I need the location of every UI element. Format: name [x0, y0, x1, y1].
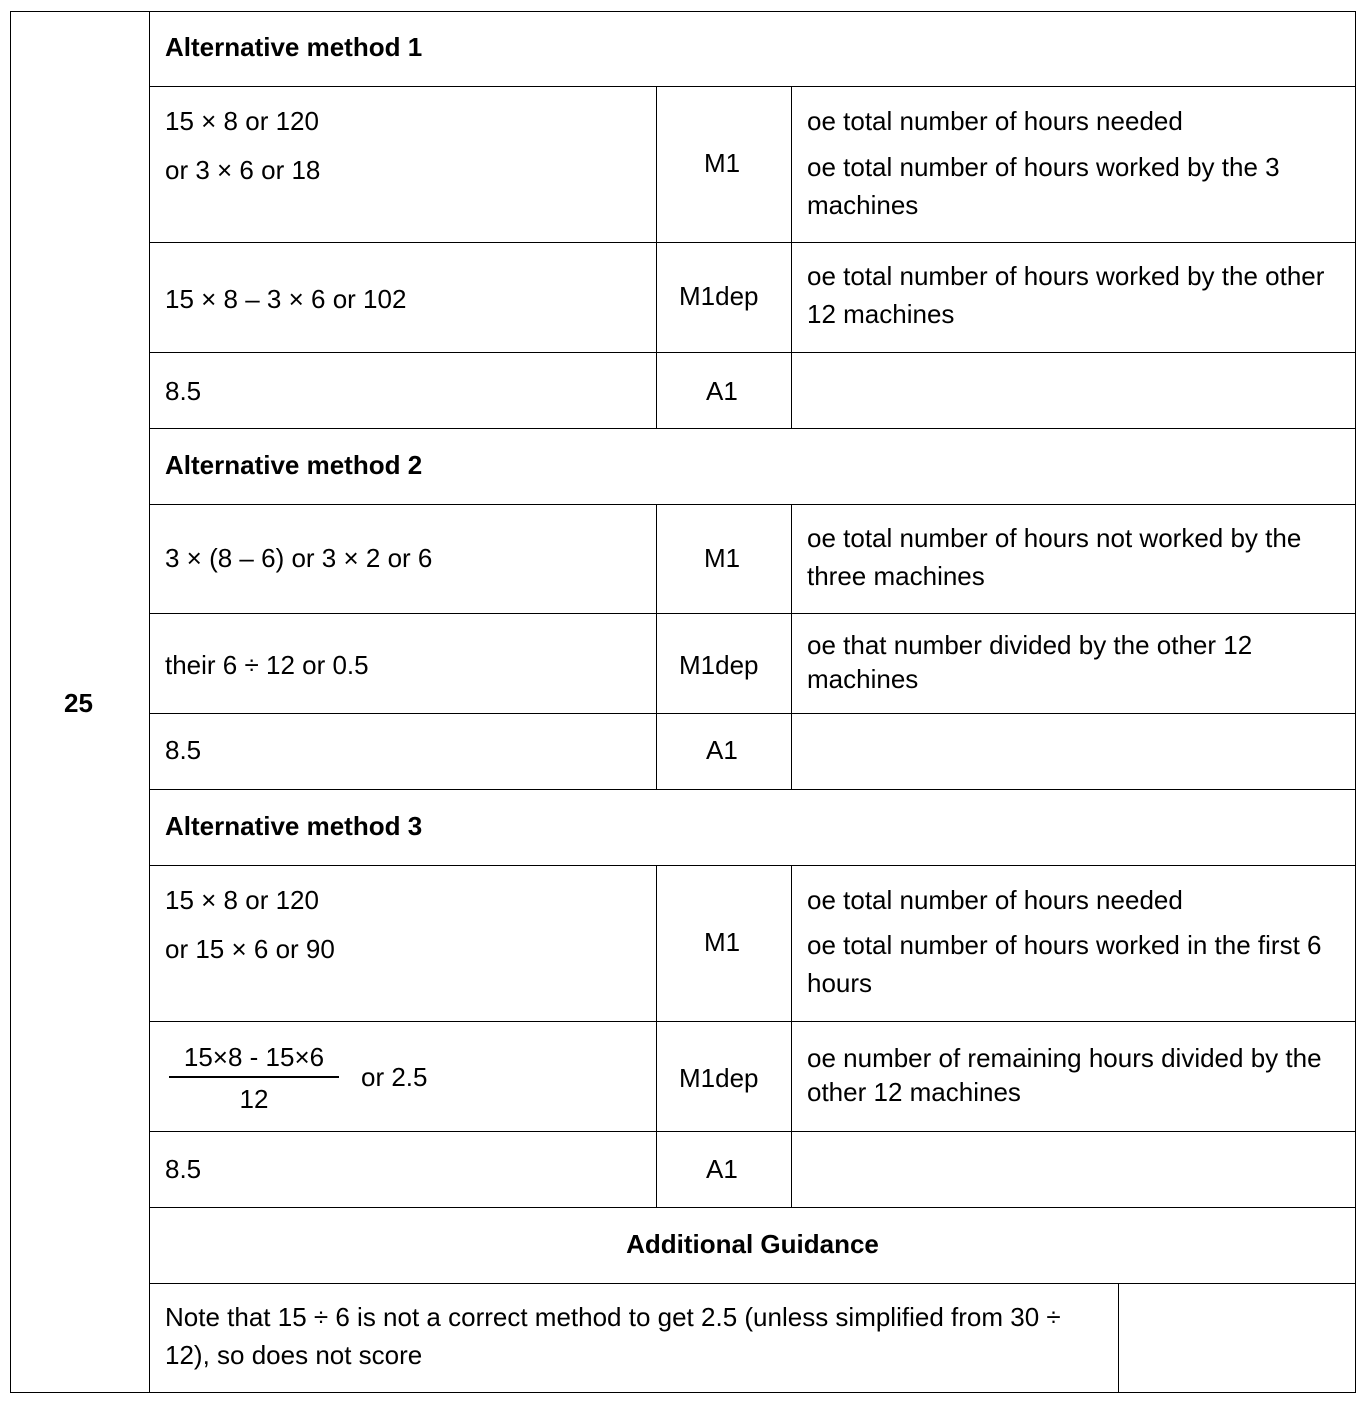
row-divider	[149, 86, 1356, 87]
row-divider	[149, 713, 1356, 714]
mark-code: A1	[706, 735, 738, 765]
mark-code: M1dep	[679, 650, 759, 680]
row-divider	[149, 865, 1356, 866]
row-divider	[149, 428, 1356, 429]
working-line: their 6 ÷ 12 or 0.5	[165, 650, 369, 680]
row-divider	[149, 242, 1356, 243]
comment-line: oe total number of hours needed	[807, 106, 1183, 136]
column-divider	[791, 86, 792, 428]
working-line: 15 × 8 or 120	[165, 106, 319, 136]
comment-line: oe that number divided by the other 12 machines	[807, 630, 1253, 694]
comment-line: oe total number of hours not worked by the three machines	[807, 523, 1302, 591]
method-heading: Alternative method 1	[165, 32, 423, 62]
mark-code: A1	[706, 376, 738, 406]
additional-guidance-heading: Additional Guidance	[626, 1229, 879, 1259]
column-divider	[791, 865, 792, 1207]
column-divider	[1118, 1283, 1119, 1393]
comment-line: oe total number of hours worked by the 3 machines	[807, 152, 1280, 220]
guidance-note: Note that 15 ÷ 6 is not a correct method to get 2.5 (unless simplified from 30 ÷ 12), so does not score	[165, 1302, 1061, 1370]
row-divider	[149, 1021, 1356, 1022]
working-line: or 3 × 6 or 18	[165, 155, 321, 185]
working-line: 8.5	[165, 1154, 202, 1184]
fraction-denominator: 12	[239, 1084, 269, 1114]
row-divider	[149, 1131, 1356, 1132]
comment-line: oe number of remaining hours divided by the other 12 machines	[807, 1043, 1322, 1107]
comment-line: oe total number of hours needed	[807, 885, 1183, 915]
column-divider	[656, 86, 657, 428]
mark-code: M1	[704, 148, 741, 178]
working-line: 15 × 8 or 120	[165, 885, 319, 915]
fraction	[169, 1042, 339, 1114]
column-divider	[656, 865, 657, 1207]
fraction-numerator: 15×8 - 15×6	[183, 1042, 325, 1072]
working-line: 8.5	[165, 735, 202, 765]
working-line: 3 × (8 – 6) or 3 × 2 or 6	[165, 543, 433, 573]
row-divider	[149, 789, 1356, 790]
comment-line: oe total number of hours worked in the first 6 hours	[807, 930, 1322, 998]
mark-code: M1	[704, 927, 741, 957]
column-divider	[791, 504, 792, 789]
mark-code: M1dep	[679, 281, 759, 311]
question-number: 25	[64, 688, 93, 718]
row-divider	[149, 352, 1356, 353]
row-divider	[149, 1207, 1356, 1208]
column-divider	[656, 504, 657, 789]
row-divider	[149, 613, 1356, 614]
working-line: 15 × 8 – 3 × 6 or 102	[165, 284, 407, 314]
working-line: or 2.5	[361, 1062, 428, 1092]
working-line: 8.5	[165, 376, 202, 406]
comment-line: oe total number of hours worked by the other 12 machines	[807, 261, 1325, 329]
mark-code: M1	[704, 543, 741, 573]
mark-code: A1	[706, 1154, 738, 1184]
row-divider	[149, 1283, 1356, 1284]
mark-code: M1dep	[679, 1063, 759, 1093]
row-divider	[149, 504, 1356, 505]
method-heading: Alternative method 2	[165, 450, 423, 480]
working-line: or 15 × 6 or 90	[165, 934, 335, 964]
method-heading: Alternative method 3	[165, 811, 423, 841]
fraction-bar	[169, 1076, 339, 1078]
